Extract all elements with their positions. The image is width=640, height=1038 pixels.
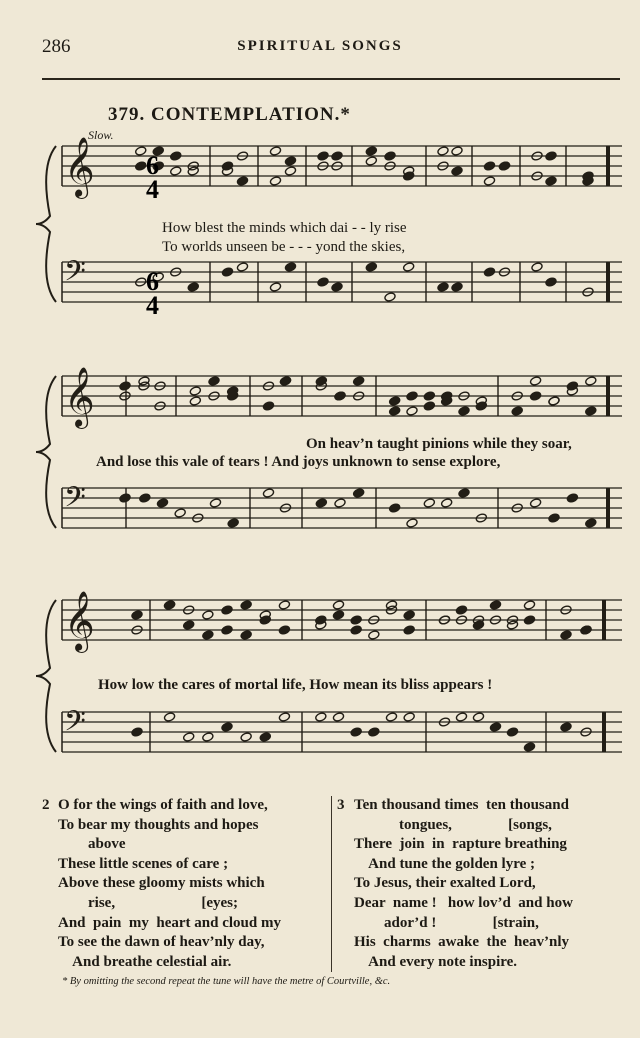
- verse-line: To Jesus, their exalted Lord,: [354, 875, 536, 892]
- note-head: [278, 600, 290, 610]
- note-head: [236, 176, 248, 186]
- note-head: [202, 732, 214, 742]
- note-head: [384, 151, 396, 161]
- verse-line: These little scenes of care ;: [58, 855, 229, 872]
- note-head: [163, 712, 175, 722]
- note-head: [384, 292, 396, 302]
- time-signature-bottom: 4: [146, 175, 159, 204]
- note-head: [240, 630, 252, 640]
- note-head: [139, 493, 151, 503]
- verse-line: Ten thousand times ten thousand: [354, 797, 569, 813]
- note-head: [451, 166, 463, 176]
- brace: [36, 376, 56, 528]
- note-head: [259, 732, 271, 742]
- verse-line: There join in rapture breathing: [354, 836, 567, 853]
- note-head: [368, 630, 380, 640]
- note-head: [585, 406, 597, 416]
- note-head: [545, 176, 557, 186]
- note-head: [437, 282, 449, 292]
- verse-line: And tune the golden lyre ;: [354, 855, 535, 872]
- note-head: [163, 600, 175, 610]
- note-head: [331, 282, 343, 292]
- note-head: [423, 498, 435, 508]
- time-signature-treble: [146, 151, 159, 204]
- note-head: [365, 146, 377, 156]
- note-head: [489, 722, 501, 732]
- note-head: [458, 406, 470, 416]
- note-head: [189, 386, 201, 396]
- note-head: [315, 498, 327, 508]
- note-head: [389, 406, 401, 416]
- note-head: [269, 176, 281, 186]
- brace: [36, 600, 56, 752]
- treble-clef-icon: 𝄞: [64, 591, 95, 651]
- note-head: [451, 282, 463, 292]
- verse-line: ador’d ! [strain,: [354, 914, 539, 931]
- note-head: [353, 488, 365, 498]
- note-head: [227, 518, 239, 528]
- brace: [36, 146, 56, 302]
- note-head: [334, 391, 346, 401]
- note-head: [365, 156, 377, 166]
- note-head: [189, 396, 201, 406]
- verse-line: rise, [eyes;: [58, 894, 238, 911]
- note-head: [317, 151, 329, 161]
- note-head: [131, 727, 143, 737]
- verse-line: His charms awake the heav’nly: [354, 934, 569, 951]
- note-head: [334, 498, 346, 508]
- note-head: [284, 166, 296, 176]
- note-head: [403, 712, 415, 722]
- verse-line: To see the dawn of heav’nly day,: [58, 934, 265, 951]
- note-head: [315, 712, 327, 722]
- verse-line: above: [58, 836, 126, 853]
- bass-clef-icon: 𝄢: [64, 481, 86, 521]
- note-head: [585, 376, 597, 386]
- note-head: [437, 146, 449, 156]
- verse-line: tongues, [songs,: [354, 816, 552, 833]
- treble-clef-icon: 𝄞: [64, 137, 95, 197]
- note-head: [202, 630, 214, 640]
- note-head: [455, 712, 467, 722]
- note-head: [548, 396, 560, 406]
- note-head: [119, 493, 131, 503]
- note-head: [221, 722, 233, 732]
- note-head: [566, 493, 578, 503]
- note-head: [332, 610, 344, 620]
- note-head: [560, 722, 572, 732]
- note-head: [385, 712, 397, 722]
- time-signature-top: 6: [146, 151, 159, 180]
- note-head: [332, 600, 344, 610]
- note-head: [332, 712, 344, 722]
- footnote: * By omitting the second repeat the tune will have the metre of Courtville, &c.: [62, 976, 391, 987]
- note-head: [317, 277, 329, 287]
- note-head: [531, 262, 543, 272]
- lyric-line: On heav’n taught pinions while they soar,: [306, 436, 572, 452]
- note-head: [183, 732, 195, 742]
- verse-line: And breathe celestial air.: [58, 953, 232, 970]
- note-head: [529, 391, 541, 401]
- note-head: [221, 625, 233, 635]
- note-head: [262, 488, 274, 498]
- note-head: [548, 513, 560, 523]
- note-head: [262, 401, 274, 411]
- note-head: [170, 151, 182, 161]
- note-head: [523, 615, 535, 625]
- note-head: [545, 277, 557, 287]
- note-head: [511, 406, 523, 416]
- note-head: [156, 498, 168, 508]
- verse-line: To bear my thoughts and hopes: [58, 816, 259, 833]
- note-head: [350, 727, 362, 737]
- note-head: [585, 518, 597, 528]
- note-head: [389, 503, 401, 513]
- note-head: [221, 605, 233, 615]
- note-head: [368, 727, 380, 737]
- lyric-line: How blest the minds which dai - - ly rise: [162, 220, 407, 236]
- hymn-title: 379. CONTEMPLATION.*: [108, 104, 351, 125]
- note-head: [331, 151, 343, 161]
- note-head: [403, 262, 415, 272]
- verse-line: And every note inspire.: [354, 953, 518, 970]
- note-head: [284, 262, 296, 272]
- note-head: [236, 262, 248, 272]
- verse-2: [58, 796, 281, 972]
- note-head: [350, 615, 362, 625]
- verse-number: 3: [337, 797, 345, 813]
- bass-clef-icon: 𝄢: [64, 255, 86, 295]
- note-head: [523, 600, 535, 610]
- lyric-line: And lose this vale of tears ! And joys unknown to sense explore,: [96, 454, 501, 470]
- lyric-line: How low the cares of mortal life, How mean its bliss appears !: [98, 677, 493, 693]
- time-signature-bottom: 4: [146, 291, 159, 320]
- clefs: [36, 137, 95, 752]
- note-head: [365, 262, 377, 272]
- note-head: [455, 605, 467, 615]
- note-head: [545, 151, 557, 161]
- note-head: [406, 406, 418, 416]
- note-head: [221, 267, 233, 277]
- verse-line: Above these gloomy mists which: [58, 875, 265, 892]
- note-head: [529, 376, 541, 386]
- note-head: [170, 166, 182, 176]
- note-head: [472, 712, 484, 722]
- note-head: [269, 146, 281, 156]
- note-head: [580, 625, 592, 635]
- note-head: [119, 381, 131, 391]
- note-head: [202, 610, 214, 620]
- note-head: [560, 630, 572, 640]
- note-head: [389, 396, 401, 406]
- verse-3: [354, 796, 573, 972]
- bass-clef-icon: 𝄢: [64, 705, 86, 745]
- running-title: SPIRITUAL SONGS: [237, 38, 403, 54]
- note-head: [278, 712, 290, 722]
- note-head: [284, 156, 296, 166]
- note-head: [489, 600, 501, 610]
- note-head: [269, 282, 281, 292]
- verse-line: O for the wings of faith and love,: [58, 797, 268, 813]
- lyric-line: To worlds unseen be - - - yond the skies,: [162, 239, 406, 255]
- note-head: [183, 620, 195, 630]
- note-head: [353, 376, 365, 386]
- note-head: [523, 742, 535, 752]
- note-head: [406, 518, 418, 528]
- note-head: [451, 146, 463, 156]
- treble-clef-icon: 𝄞: [64, 367, 95, 427]
- time-signature-top: 6: [146, 267, 159, 296]
- note-head: [278, 625, 290, 635]
- note-head: [403, 625, 415, 635]
- note-head: [240, 600, 252, 610]
- verse-divider: [331, 796, 332, 972]
- note-head: [406, 391, 418, 401]
- verse-line: Dear name ! how lov’d and how: [354, 894, 573, 911]
- note-head: [174, 508, 186, 518]
- note-head: [529, 498, 541, 508]
- note-head: [209, 498, 221, 508]
- verse-number: 2: [42, 797, 50, 813]
- note-head: [187, 282, 199, 292]
- note-head: [350, 625, 362, 635]
- note-head: [240, 732, 252, 742]
- page-number: 286: [42, 36, 71, 57]
- tempo-marking: Slow.: [88, 128, 114, 142]
- note-head: [483, 161, 495, 171]
- note-head: [423, 401, 435, 411]
- verse-line: And pain my heart and cloud my: [58, 914, 281, 931]
- note-head: [423, 391, 435, 401]
- note-head: [506, 727, 518, 737]
- note-head: [483, 267, 495, 277]
- note-head: [208, 376, 220, 386]
- note-head: [403, 610, 415, 620]
- note-head: [458, 488, 470, 498]
- note-head: [131, 610, 143, 620]
- note-head: [441, 498, 453, 508]
- time-signature-bass: [146, 267, 159, 320]
- note-head: [483, 176, 495, 186]
